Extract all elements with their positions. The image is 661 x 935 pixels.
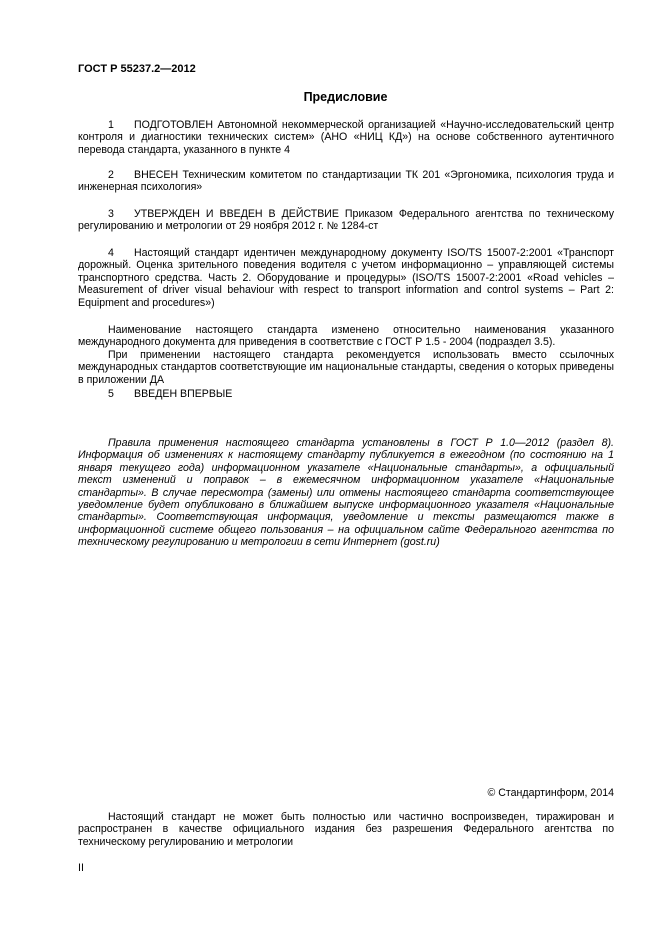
- copyright: © Стандартинформ, 2014: [487, 787, 614, 799]
- item-text: Техническим комитетом по стандартизации ТК 201 «Эргономика, психология труда и инженерная психология»: [78, 169, 614, 194]
- page-number: II: [78, 862, 84, 874]
- item-text: ВВЕДЕН ВПЕРВЫЕ: [134, 388, 233, 400]
- item-lead: УТВЕРЖДЕН И ВВЕДЕН В ДЕЙСТВИЕ: [134, 208, 339, 220]
- item-number: 3: [108, 208, 114, 220]
- preface-item-2: [78, 169, 614, 194]
- item-text: Настоящий стандарт идентичен международному документу ISO/TS 15007-2:2001 «Транспорт дорожный. Оценка зрительного поведения водителя с учетом информационно – управляющей системы транспортного средства. Часть 2. Оборудование и процедуры» (ISO/TS 15007-2:2001 «Road vehicles – Measurement of driver visual behaviour with respect to transport information and control systems – Part 2: Equipment and procedures»): [78, 247, 614, 309]
- reproduction-notice: Настоящий стандарт не может быть полностью или частично воспроизведен, тиражирован и распространен в качестве официального издания без разрешения Федерального агентства по техническому регулированию и метрологии: [78, 811, 614, 848]
- item-text: Автономной некоммерческой организацией «Научно-исследовательский центр контроля и диагностики технических систем» (АНО «НИЦ КД») на основе собственного аутентичного перевода стандарта, указанного в пункте 4: [78, 119, 614, 156]
- item-number: 1: [108, 119, 114, 131]
- item-text: Приказом Федерального агентства по техническому регулированию и метрологии от 29 ноября 2012 г. № 1284-ст: [78, 208, 614, 233]
- preface-item-1: [78, 119, 614, 156]
- rules-note: Правила применения настоящего стандарта установлены в ГОСТ Р 1.0—2012 (раздел 8). Информация об изменениях к настоящему стандарту публикуется в ежегодном (по состоянию на 1 января текущего года) информационном указателе «Национальные стандарты», а официальный текст изменений и поправок – в ежемесячном информационном указателе «Национальные стандарты». В случае пересмотра (замены) или отмены настоящего стандарта соответствующее уведомление будет опубликовано в ближайшем выпуске информационного указателя «Национальные стандарты». Соответствующая информация, уведомление и тексты размещаются также в информационной системе общего пользования – на официальном сайте Федерального агентства по техническому регулированию и метрологии в сети Интернет (gost.ru): [78, 437, 614, 549]
- item-lead: ПОДГОТОВЛЕН: [134, 119, 214, 131]
- preface-item-4-name-note: Наименование настоящего стандарта изменено относительно наименования указанного международного документа для приведения в соответствие с ГОСТ Р 1.5 - 2004 (подраздел 3.5).: [78, 324, 614, 349]
- preface-item-5: [78, 388, 614, 400]
- item-lead: ВНЕСЕН: [134, 169, 179, 181]
- preface-item-3: [78, 208, 614, 233]
- item-number: 4: [108, 247, 114, 259]
- page-title: Предисловие: [303, 90, 388, 104]
- standard-code: ГОСТ Р 55237.2—2012: [78, 63, 196, 75]
- preface-item-4-references-note: При применении настоящего стандарта рекомендуется использовать вместо ссылочных международных стандартов соответствующие им национальные стандарты, сведения о которых приведены в приложении ДА: [78, 349, 614, 386]
- item-number: 5: [108, 388, 114, 400]
- preface-item-4: [78, 247, 614, 309]
- item-number: 2: [108, 169, 114, 181]
